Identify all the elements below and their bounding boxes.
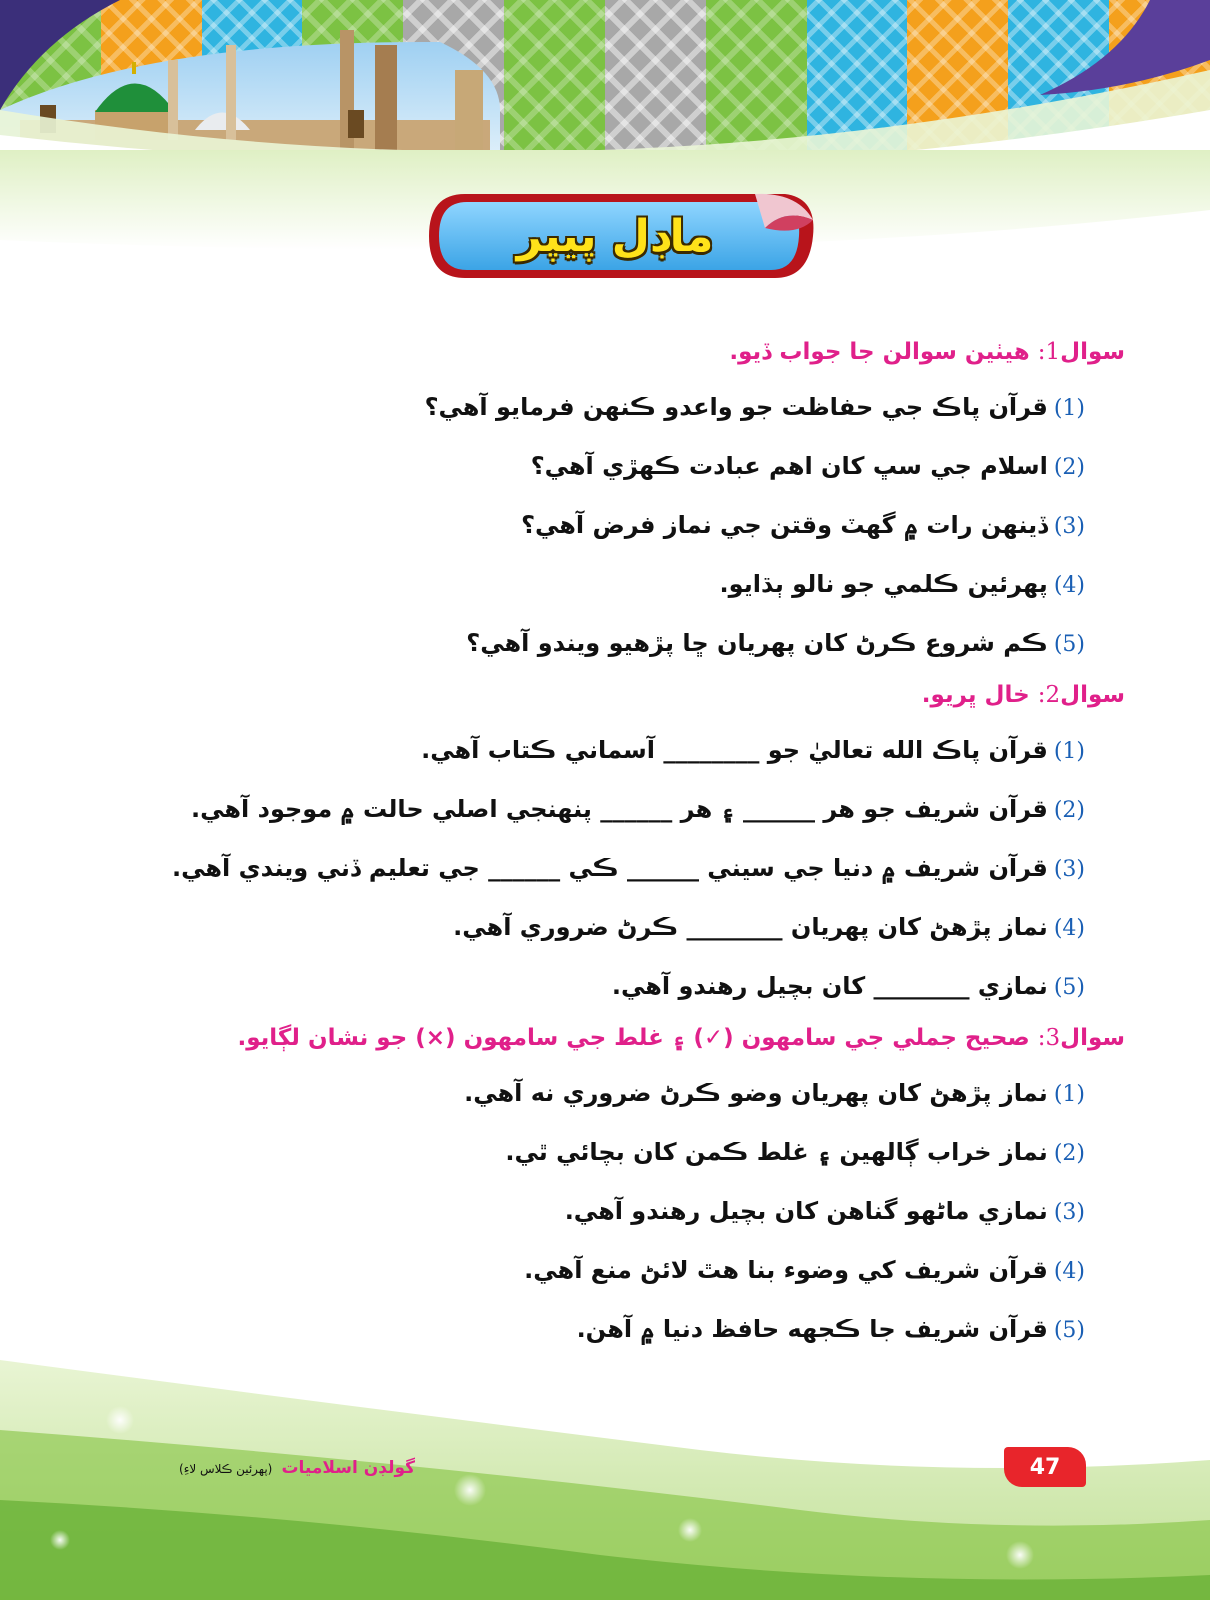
item-text: قرآن پاڪ الله تعاليٰ جو ________ آسماني ڪتاب آهي. [421,736,1048,764]
footer-brand [179,1458,415,1478]
list-item [100,614,1125,673]
list-item [100,957,1125,1016]
question-label: سوال [1060,682,1125,708]
question-block-1 [100,330,1125,673]
question-block-2 [100,673,1125,1016]
item-text: نمازي ________ کان بچيل رهندو آهي. [611,972,1048,1000]
item-text: ڏينهن رات ۾ گهٽ وقتن جي نماز فرض آهي؟ [521,511,1048,539]
question-instruction: خال ڀريو. [921,682,1030,708]
item-number: (2) [1053,1141,1085,1166]
title-banner [425,188,825,284]
item-number: (5) [1053,1318,1085,1343]
item-number: (4) [1053,573,1085,598]
list-item [100,1241,1125,1300]
item-text: نمازي ماڻهو گناهن کان بچيل رهندو آهي. [564,1197,1048,1225]
list-item [100,1064,1125,1123]
list-item [100,437,1125,496]
item-text: قرآن پاڪ جي حفاظت جو واعدو ڪنهن فرمايو آهي؟ [424,393,1048,421]
page-title: ماڊل پيپر [516,210,714,262]
question-label: سوال [1060,339,1125,365]
mosque-scene-image [0,0,1210,170]
item-text: نماز پڙهڻ کان پهريان ________ ڪرڻ ضروري آهي. [453,913,1048,941]
question-paper [100,330,1125,1359]
item-number: (4) [1053,1259,1085,1284]
item-number: (1) [1053,396,1085,421]
item-text: قرآن شريف کي وضوء بنا هٿ لائڻ منع آهي. [524,1256,1048,1284]
list-item [100,839,1125,898]
item-text: قرآن شريف جو هر ______ ۽ هر ______ پنهنجي اصلي حالت ۾ موجود آهي. [191,795,1048,823]
question-instruction: صحيح جملي جي سامهون (✓) ۽ غلط جي سامهون (×) جو نشان لڳايو. [237,1025,1030,1051]
item-number: (5) [1053,632,1085,657]
question-number: 1: [1037,339,1061,365]
list-item [100,721,1125,780]
list-item [100,555,1125,614]
item-text: قرآن شريف جا ڪجهه حافظ دنيا ۾ آهن. [576,1315,1048,1343]
question-number: 3: [1037,1025,1061,1051]
item-number: (1) [1053,739,1085,764]
brand-subtitle: (پهرئين ڪلاس لاءِ) [179,1462,273,1476]
item-text: ڪم شروع ڪرڻ کان پهريان ڇا پڙهيو ويندو آهي؟ [466,629,1048,657]
item-text: پهرئين ڪلمي جو نالو ٻڌايو. [719,570,1048,598]
list-item [100,898,1125,957]
question-label: سوال [1060,1025,1125,1051]
item-number: (3) [1053,857,1085,882]
question-number: 2: [1037,682,1061,708]
list-item [100,1182,1125,1241]
question-instruction: هيٺين سوالن جا جواب ڏيو. [729,339,1030,365]
item-number: (1) [1053,1082,1085,1107]
question-heading [100,673,1125,717]
header-band [0,0,1210,170]
question-heading [100,330,1125,374]
list-item [100,780,1125,839]
list-item [100,378,1125,437]
item-number: (5) [1053,975,1085,1000]
page-number: 47 [1029,1454,1061,1480]
item-text: نماز خراب ڳالهين ۽ غلط ڪمن کان بچائي ٿي. [505,1138,1048,1166]
list-item [100,496,1125,555]
item-number: (3) [1053,1200,1085,1225]
item-number: (2) [1053,798,1085,823]
item-text: قرآن شريف ۾ دنيا جي سيني ______ ڪي ______ جي تعليم ڏني ويندي آهي. [172,854,1048,882]
list-item [100,1123,1125,1182]
item-text: اسلام جي سڀ کان اهم عبادت ڪهڙي آهي؟ [530,452,1048,480]
question-heading [100,1016,1125,1060]
item-number: (2) [1053,455,1085,480]
question-block-3 [100,1016,1125,1359]
brand-name: گولڊن اسلاميات [281,1458,415,1478]
item-number: (4) [1053,916,1085,941]
page-number-badge [1004,1447,1086,1487]
item-text: نماز پڙهڻ کان پهريان وضو ڪرڻ ضروري نه آهي. [464,1079,1048,1107]
item-number: (3) [1053,514,1085,539]
